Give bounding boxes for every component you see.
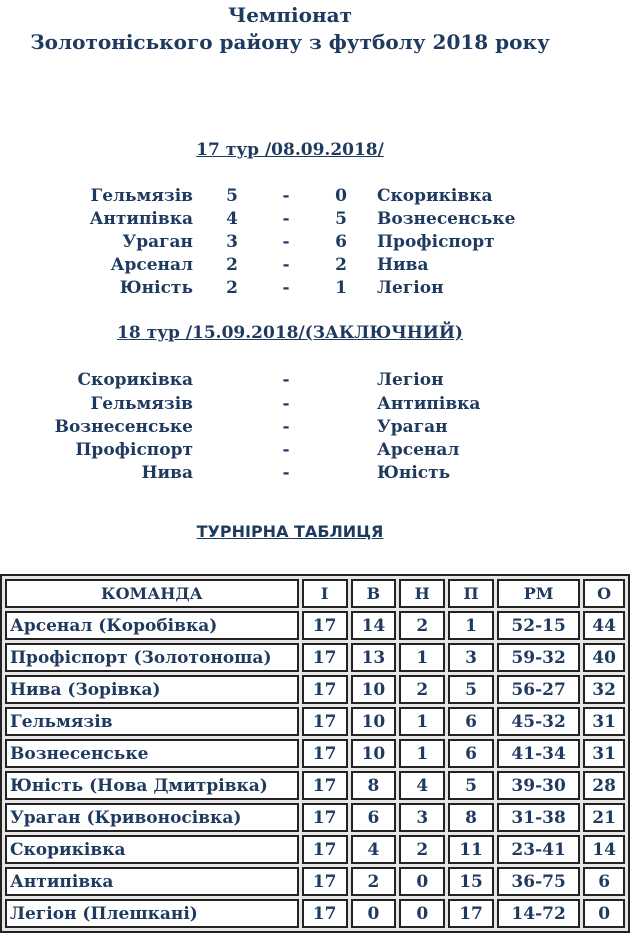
home-team: Вознесенське <box>54 417 193 437</box>
wins: 4 <box>351 835 397 864</box>
score-separator: - <box>282 209 290 229</box>
goals: 31-38 <box>497 803 580 832</box>
away-team: Скориківка <box>377 186 493 206</box>
away-score: 0 <box>335 186 347 206</box>
table-row <box>5 643 625 672</box>
home-team: Нива <box>141 463 193 483</box>
match-row <box>0 232 640 255</box>
losses: 5 <box>448 675 494 704</box>
away-team: Легіон <box>377 370 444 390</box>
team-name: Антипівка <box>5 867 299 896</box>
draws: 2 <box>399 611 445 640</box>
points: 44 <box>583 611 625 640</box>
score-separator: - <box>282 370 290 390</box>
wins: 0 <box>351 899 397 928</box>
away-score: 6 <box>335 232 347 252</box>
losses: 17 <box>448 899 494 928</box>
draws: 0 <box>399 867 445 896</box>
table-row <box>5 867 625 896</box>
team-name: Гельмязів <box>5 707 299 736</box>
wins: 10 <box>351 739 397 768</box>
games: 17 <box>302 803 348 832</box>
header-wins: В <box>351 579 397 608</box>
score-separator: - <box>282 394 290 414</box>
home-team: Скориківка <box>77 370 193 390</box>
table-row <box>5 611 625 640</box>
away-score: 2 <box>335 255 347 275</box>
team-name: Нива (Зорівка) <box>5 675 299 704</box>
draws: 3 <box>399 803 445 832</box>
table-row <box>5 803 625 832</box>
header-goals: РМ <box>497 579 580 608</box>
draws: 2 <box>399 675 445 704</box>
match-row <box>0 209 640 232</box>
points: 0 <box>583 899 625 928</box>
away-team: Юність <box>377 463 451 483</box>
games: 17 <box>302 675 348 704</box>
score-separator: - <box>282 232 290 252</box>
score-separator: - <box>282 463 290 483</box>
draws: 1 <box>399 739 445 768</box>
home-team: Ураган <box>122 232 193 252</box>
goals: 39-30 <box>497 771 580 800</box>
losses: 11 <box>448 835 494 864</box>
standings-table <box>0 574 630 933</box>
away-score: 5 <box>335 209 347 229</box>
team-name: Ураган (Кривоносівка) <box>5 803 299 832</box>
away-team: Нива <box>377 255 429 275</box>
draws: 4 <box>399 771 445 800</box>
home-score: 2 <box>226 278 238 298</box>
home-score: 5 <box>226 186 238 206</box>
games: 17 <box>302 643 348 672</box>
draws: 1 <box>399 643 445 672</box>
games: 17 <box>302 707 348 736</box>
away-team: Ураган <box>377 417 448 437</box>
points: 14 <box>583 835 625 864</box>
games: 17 <box>302 771 348 800</box>
score-separator: - <box>282 255 290 275</box>
wins: 13 <box>351 643 397 672</box>
header-draws: Н <box>399 579 445 608</box>
games: 17 <box>302 867 348 896</box>
standings-title: ТУРНІРНА ТАБЛИЦЯ <box>196 522 384 541</box>
wins: 14 <box>351 611 397 640</box>
games: 17 <box>302 899 348 928</box>
draws: 0 <box>399 899 445 928</box>
wins: 10 <box>351 707 397 736</box>
score-separator: - <box>282 417 290 437</box>
header-points: О <box>583 579 625 608</box>
table-row <box>5 835 625 864</box>
wins: 10 <box>351 675 397 704</box>
losses: 5 <box>448 771 494 800</box>
home-team: Антипівка <box>89 209 193 229</box>
home-score: 3 <box>226 232 238 252</box>
points: 40 <box>583 643 625 672</box>
away-team: Антипівка <box>377 394 481 414</box>
team-name: Вознесенське <box>5 739 299 768</box>
points: 21 <box>583 803 625 832</box>
team-name: Юність (Нова Дмитрівка) <box>5 771 299 800</box>
team-name: Арсенал (Коробівка) <box>5 611 299 640</box>
goals: 45-32 <box>497 707 580 736</box>
goals: 59-32 <box>497 643 580 672</box>
home-team: Гельмязів <box>90 394 193 414</box>
away-score: 1 <box>335 278 347 298</box>
goals: 52-15 <box>497 611 580 640</box>
round-17-heading: 17 тур /08.09.2018/ <box>196 140 384 160</box>
points: 32 <box>583 675 625 704</box>
away-team: Вознесенське <box>377 209 516 229</box>
home-score: 4 <box>226 209 238 229</box>
home-score: 2 <box>226 255 238 275</box>
away-team: Легіон <box>377 278 444 298</box>
round-18-heading: 18 тур /15.09.2018/(ЗАКЛЮЧНИЙ) <box>117 323 463 343</box>
goals: 23-41 <box>497 835 580 864</box>
table-row <box>5 899 625 928</box>
match-row <box>0 255 640 278</box>
goals: 41-34 <box>497 739 580 768</box>
fixture-row <box>0 417 640 440</box>
header-games: І <box>302 579 348 608</box>
home-team: Арсенал <box>110 255 193 275</box>
losses: 6 <box>448 707 494 736</box>
score-separator: - <box>282 278 290 298</box>
team-name: Легіон (Плешкані) <box>5 899 299 928</box>
fixture-row <box>0 440 640 463</box>
home-team: Гельмязів <box>90 186 193 206</box>
losses: 8 <box>448 803 494 832</box>
losses: 6 <box>448 739 494 768</box>
match-row <box>0 186 640 209</box>
fixture-row <box>0 463 640 486</box>
away-team: Профіспорт <box>377 232 495 252</box>
draws: 1 <box>399 707 445 736</box>
losses: 15 <box>448 867 494 896</box>
score-separator: - <box>282 186 290 206</box>
page-subtitle: Золотоніського району з футболу 2018 року <box>30 30 550 54</box>
wins: 6 <box>351 803 397 832</box>
goals: 14-72 <box>497 899 580 928</box>
fixture-row <box>0 370 640 393</box>
goals: 36-75 <box>497 867 580 896</box>
games: 17 <box>302 611 348 640</box>
header-losses: П <box>448 579 494 608</box>
draws: 2 <box>399 835 445 864</box>
home-team: Юність <box>119 278 193 298</box>
table-row <box>5 739 625 768</box>
wins: 8 <box>351 771 397 800</box>
points: 31 <box>583 707 625 736</box>
match-row <box>0 278 640 301</box>
fixture-row <box>0 394 640 417</box>
games: 17 <box>302 835 348 864</box>
page-title: Чемпіонат <box>228 3 352 27</box>
losses: 3 <box>448 643 494 672</box>
away-team: Арсенал <box>377 440 460 460</box>
points: 6 <box>583 867 625 896</box>
score-separator: - <box>282 440 290 460</box>
table-row <box>5 675 625 704</box>
games: 17 <box>302 739 348 768</box>
team-name: Профіспорт (Золотоноша) <box>5 643 299 672</box>
team-name: Скориківка <box>5 835 299 864</box>
table-row <box>5 707 625 736</box>
home-team: Профіспорт <box>75 440 193 460</box>
wins: 2 <box>351 867 397 896</box>
goals: 56-27 <box>497 675 580 704</box>
table-header-row <box>5 579 625 608</box>
header-team: КОМАНДА <box>5 579 299 608</box>
losses: 1 <box>448 611 494 640</box>
table-row <box>5 771 625 800</box>
points: 31 <box>583 739 625 768</box>
points: 28 <box>583 771 625 800</box>
